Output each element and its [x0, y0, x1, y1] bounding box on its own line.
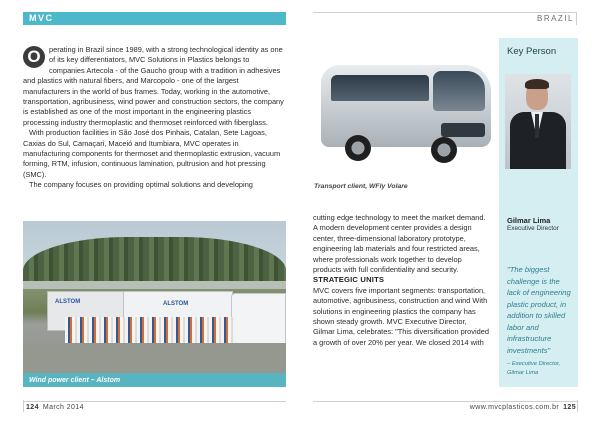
- photo-trees: [23, 237, 286, 285]
- bus-photo-caption: Transport client, WFly Volare: [314, 183, 408, 190]
- website-url: www.mvcplasticos.com.br: [469, 404, 560, 411]
- footer-right: [470, 404, 576, 411]
- quote-attribution: – Executive Director, Gilmar Lima: [507, 361, 561, 376]
- footer-edge-left: [23, 400, 24, 412]
- page-number-right: 125: [563, 404, 576, 411]
- person-portrait: [505, 74, 571, 169]
- footer-left: [26, 404, 84, 411]
- person-role: Executive Director: [507, 225, 559, 232]
- bus-side-windows: [331, 75, 429, 101]
- wind-power-photo: [23, 221, 286, 387]
- truck-logo-text: ALSTOM: [55, 299, 81, 305]
- facilities-paragraph: With production facilities in São José dos Pinhais, Catalan, Sete Lagoas, Caxias do Sul, Camaçari, Maceió and Itumbiara, MVC operates in manufacturing components for thermoset and thermoplastic extrusion, vacuum forming, RTM, infusion, continuous lamination, pultrusion and hot pressing (SMC).: [23, 128, 281, 179]
- footer-rule-left: [23, 401, 286, 402]
- portrait-hair: [525, 79, 549, 89]
- photo-background-building: [23, 281, 286, 289]
- focus-paragraph: The company focuses on providing optimal solutions and developing: [29, 180, 253, 190]
- truck-logo-text: ALSTOM: [163, 301, 189, 307]
- units-paragraph: MVC covers five important segments: transportation, automotive, agribusiness, construction and wind With solutions in engineering plastics the company has shown steady growth. MVC Executive Director, Gilmar Lima, celebrates: "This diversification provided a growth of over 20% per year. We closed 2014 with: [313, 285, 489, 347]
- bus-wheel-front: [431, 137, 457, 163]
- technology-paragraph: cutting edge technology to meet the market demand. A modern development center provides a design center, three-dimensional laboratory prototype, engineering lab materials and four restricted areas, where professionals work together to develop products with full confidentiality and security.: [313, 213, 486, 275]
- bus-windshield: [433, 71, 485, 111]
- sidebar-title: Key Person: [507, 46, 557, 57]
- page-number-left: 124: [26, 404, 39, 411]
- issue-date: March 2014: [42, 404, 84, 411]
- bus-wheel-rear: [345, 135, 371, 161]
- portrait-tie: [535, 114, 539, 138]
- header-bar-left: [23, 12, 286, 25]
- dropcap: O: [23, 46, 45, 68]
- pull-quote: "The biggest challenge is the lack of engineering plastic product, in addition to skilled labor and infrastructure investments": [507, 265, 571, 355]
- footer-edge-right: [577, 400, 578, 412]
- key-person-sidebar: [499, 38, 578, 387]
- section-country: BRAZIL: [536, 14, 574, 23]
- bus-grille: [441, 123, 485, 137]
- article-middle-column: [313, 213, 489, 348]
- section-brand: MVC: [29, 13, 54, 23]
- intro-text: perating in Brazil since 1989, with a strong technological identity as one of its key differentiators, MVC Solutions in Plastics belongs to companies Artecola - of the Gaucho group with a tradition in adhesives and plastics with natural fibers, and Marcopolo - one of the largest manufacturers in the world of bus frames. Today, working in the automotive, transportation, agribusiness, wind power and construction sectors, the company is established as one of the most important in the engineering plastics processing industry thermoplastic and thermoset reinforced with fiberglass.: [23, 45, 284, 127]
- bus-photo: [311, 57, 493, 169]
- photo-workers-group: [65, 317, 235, 343]
- strategic-units-heading: STRATEGIC UNITS: [313, 275, 385, 285]
- wind-photo-caption: Wind power client – Alstom: [29, 377, 121, 384]
- person-name: Gilmar Lima: [507, 216, 551, 225]
- article-left-column: [23, 45, 285, 191]
- intro-paragraph: [23, 45, 285, 128]
- footer-rule-right: [313, 401, 577, 402]
